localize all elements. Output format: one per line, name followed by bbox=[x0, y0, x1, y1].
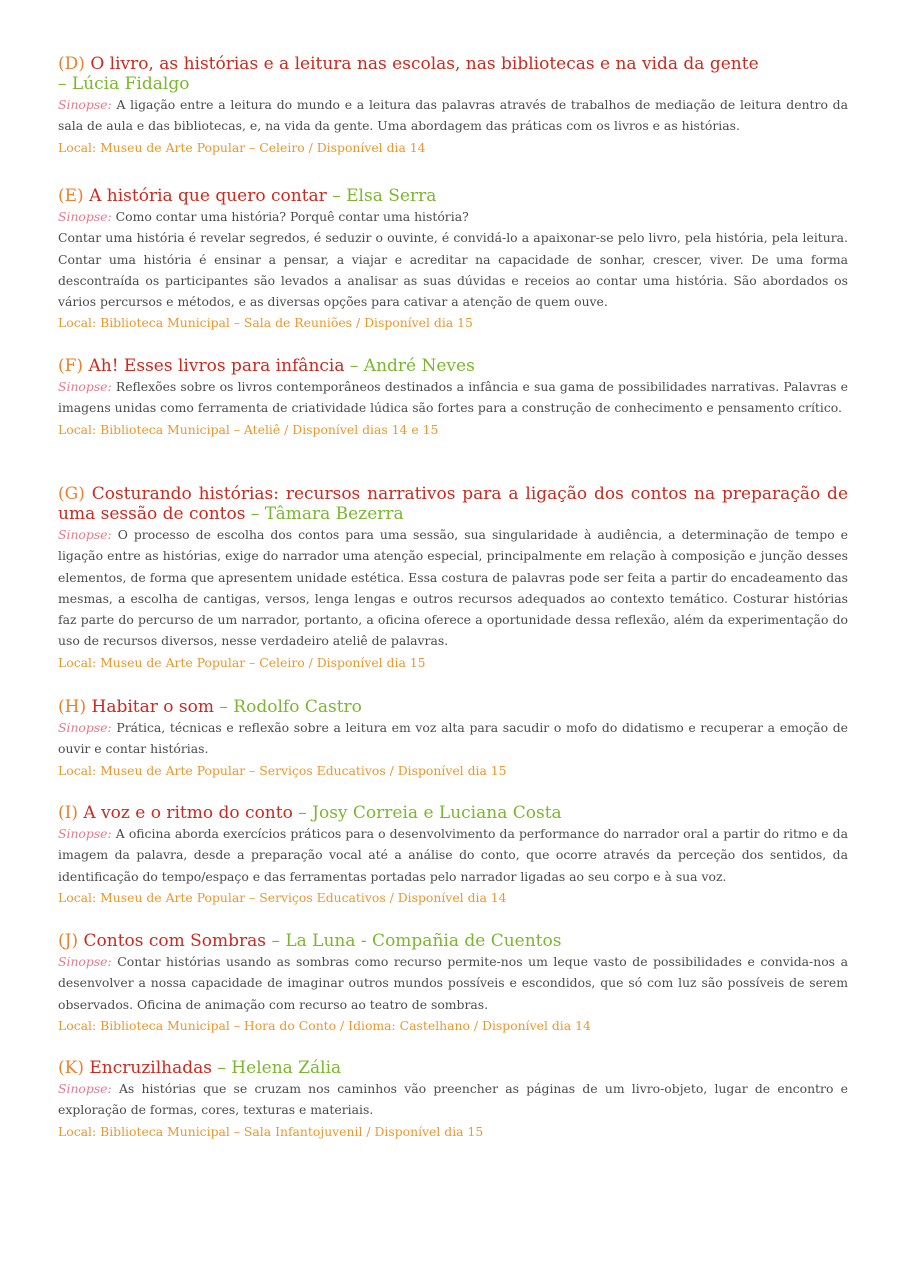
workshop-letter: (K) bbox=[58, 1058, 84, 1078]
workshop-letter: (E) bbox=[58, 186, 84, 206]
workshop-location: Local: Museu de Arte Popular – Celeiro / Disponível dia 14 bbox=[58, 139, 426, 155]
workshop-synopsis bbox=[58, 206, 848, 227]
synopsis-label: Sinopse: bbox=[58, 954, 112, 969]
workshop-location: Local: Museu de Arte Popular – Serviços Educativos / Disponível dia 14 bbox=[58, 889, 507, 905]
workshop-author: – Elsa Serra bbox=[332, 186, 437, 206]
synopsis-text: Reflexões sobre os livros contemporâneos destinados a infância e sua gama de possibilidades narrativas. Palavras e imagens unidas como ferramenta de criatividade lúdica são fortes para a construção de conhecimento e pensamento crítico. bbox=[58, 379, 848, 416]
workshop-author: – Lúcia Fidalgo bbox=[58, 74, 190, 94]
workshop-author: – André Neves bbox=[349, 356, 475, 376]
synopsis-text: Como contar uma história? Porquê contar uma história? bbox=[115, 209, 469, 224]
workshop-author: – Helena Zália bbox=[217, 1058, 342, 1078]
workshop-heading bbox=[58, 54, 848, 94]
workshop-title: Ah! Esses livros para infância bbox=[88, 356, 345, 376]
workshop-synopsis bbox=[58, 1078, 848, 1121]
workshop-location: Local: Biblioteca Municipal – Ateliê / Disponível dias 14 e 15 bbox=[58, 421, 439, 437]
synopsis-text: O processo de escolha dos contos para uma sessão, sua singularidade à audiência, a determinação de tempo e ligação entre as histórias, exige do narrador uma atenção especial, principalmente em relação à composição e junção desses elementos, de forma que apresentem unidade estética. Essa costura de palavras pode ser feita a partir do encadeamento das mesmas, a escolha de cantigas, versos, lenga lengas e outros recursos adequados ao contexto temático. Costurar histórias faz parte do percurso de um narrador, portanto, a oficina oferece a oportunidade dessa reflexão, além da experimentação do uso de recursos diversos, nesse verdadeiro ateliê de palavras. bbox=[58, 527, 848, 649]
workshop-synopsis bbox=[58, 717, 848, 760]
synopsis-label: Sinopse: bbox=[58, 527, 112, 542]
workshop-k bbox=[58, 1058, 848, 1142]
workshop-synopsis bbox=[58, 951, 848, 1015]
workshop-title: Costurando histórias: recursos narrativos para a ligação dos contos na preparação de uma sessão de contos bbox=[58, 484, 849, 524]
workshop-heading bbox=[58, 1058, 848, 1078]
workshop-location: Local: Biblioteca Municipal – Sala de Reuniões / Disponível dia 15 bbox=[58, 315, 473, 331]
synopsis-label: Sinopse: bbox=[58, 97, 112, 112]
workshop-author: – Tâmara Bezerra bbox=[250, 504, 404, 524]
workshop-title: Habitar o som bbox=[91, 697, 214, 717]
synopsis-label: Sinopse: bbox=[58, 720, 112, 735]
workshop-location: Local: Biblioteca Municipal – Sala Infantojuvenil / Disponível dia 15 bbox=[58, 1123, 484, 1139]
workshop-i bbox=[58, 803, 848, 908]
workshop-letter: (I) bbox=[58, 803, 78, 823]
synopsis-text: Prática, técnicas e reflexão sobre a leitura em voz alta para sacudir o mofo do didatismo e recuperar a emoção de ouvir e contar histórias. bbox=[58, 720, 848, 757]
workshop-synopsis bbox=[58, 376, 848, 419]
workshop-title: Contos com Sombras bbox=[83, 931, 267, 951]
workshop-letter: (F) bbox=[58, 356, 84, 376]
workshop-letter: (G) bbox=[58, 484, 85, 504]
workshop-heading bbox=[58, 484, 848, 524]
workshop-letter: (H) bbox=[58, 697, 87, 717]
workshop-f bbox=[58, 356, 848, 440]
workshop-location: Local: Museu de Arte Popular – Serviços Educativos / Disponível dia 15 bbox=[58, 762, 507, 778]
workshop-heading bbox=[58, 697, 848, 717]
workshop-author: – Rodolfo Castro bbox=[219, 697, 362, 717]
workshop-title: A história que quero contar bbox=[89, 186, 327, 206]
synopsis-text: A oficina aborda exercícios práticos para o desenvolvimento da performance do narrador oral a partir do ritmo e da imagem da palavra, desde a preparação vocal até a análise do conto, que ocorre através da perceção dos sentidos, da identificação do tempo/espaço e das ferramentas portadas pelo narrador ligadas ao seu corpo e à sua voz. bbox=[58, 826, 848, 884]
synopsis-label: Sinopse: bbox=[58, 1081, 112, 1096]
workshop-title: A voz e o ritmo do conto bbox=[83, 803, 293, 823]
workshop-heading bbox=[58, 803, 848, 823]
workshop-synopsis bbox=[58, 524, 848, 652]
synopsis-label: Sinopse: bbox=[58, 379, 112, 394]
workshop-location: Local: Museu de Arte Popular – Celeiro / Disponível dia 15 bbox=[58, 654, 426, 670]
workshop-heading bbox=[58, 931, 848, 951]
workshop-letter: (J) bbox=[58, 931, 79, 951]
workshop-author: – La Luna - Compañia de Cuentos bbox=[271, 931, 562, 951]
workshop-synopsis bbox=[58, 94, 848, 137]
workshop-heading bbox=[58, 356, 848, 376]
workshop-e bbox=[58, 186, 848, 334]
workshop-j bbox=[58, 931, 848, 1036]
workshop-author: – Josy Correia e Luciana Costa bbox=[298, 803, 562, 823]
synopsis-text: As histórias que se cruzam nos caminhos vão preencher as páginas de um livro-objeto, lugar de encontro e exploração de formas, cores, texturas e materiais. bbox=[58, 1081, 848, 1118]
workshop-heading bbox=[58, 186, 848, 206]
workshop-location: Local: Biblioteca Municipal – Hora do Conto / Idioma: Castelhano / Disponível dia 14 bbox=[58, 1017, 591, 1033]
synopsis-label: Sinopse: bbox=[58, 209, 112, 224]
workshop-title: O livro, as histórias e a leitura nas escolas, nas bibliotecas e na vida da gente bbox=[90, 54, 759, 74]
workshop-synopsis bbox=[58, 823, 848, 887]
synopsis-label: Sinopse: bbox=[58, 826, 112, 841]
workshop-h bbox=[58, 697, 848, 781]
synopsis-text: A ligação entre a leitura do mundo e a leitura das palavras através de trabalhos de mediação de leitura dentro da sala de aula e das bibliotecas, e, na vida da gente. Uma abordagem das práticas com os livros e as histórias. bbox=[58, 97, 848, 134]
synopsis-text: Contar histórias usando as sombras como recurso permite-nos um leque vasto de possibilidades e convida-nos a desenvolver a nossa capacidade de imaginar outros mundos possíveis e escondidos, que só com luz são possíveis de serem observados. Oficina de animação com recurso ao teatro de sombras. bbox=[58, 954, 848, 1012]
workshop-letter: (D) bbox=[58, 54, 85, 74]
workshop-g bbox=[58, 484, 848, 673]
workshop-d bbox=[58, 54, 848, 158]
workshop-title: Encruzilhadas bbox=[89, 1058, 212, 1078]
synopsis-continuation: Contar uma história é revelar segredos, é seduzir o ouvinte, é convidá-lo a apaixonar-se pelo livro, pela história, pela leitura. Contar uma história é ensinar a pensar, a viajar e acreditar na capacidade de sonhar, crescer, viver. De uma forma descontraída os participantes são levados a analisar as suas dúvidas e receios ao contar uma história. São abordados os vários percursos e métodos, e as diversas opções para cativar a atenção de quem ouve. bbox=[58, 230, 848, 310]
